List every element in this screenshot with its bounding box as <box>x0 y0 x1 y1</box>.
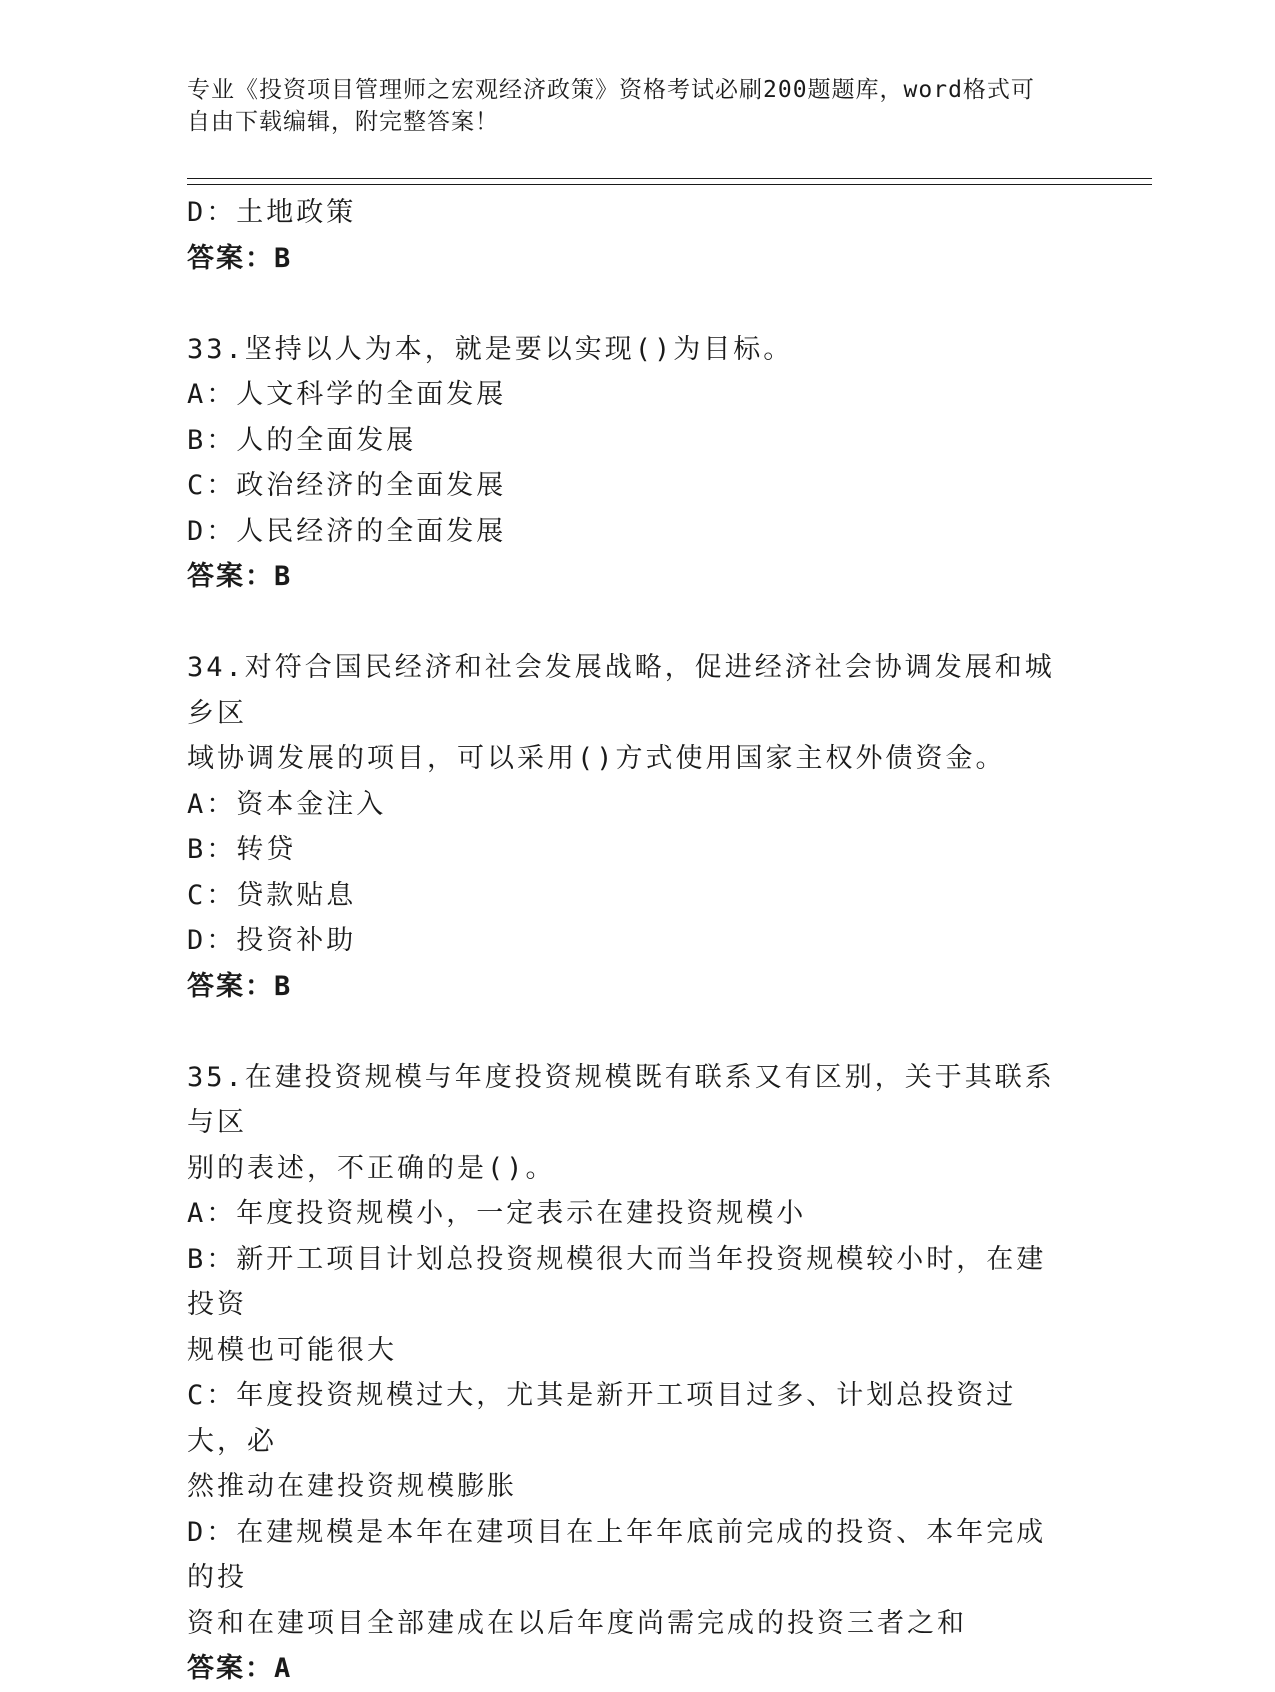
option-d: D：人民经济的全面发展 <box>187 515 507 547</box>
answer-label: 答案：B <box>187 242 293 274</box>
spacer <box>187 281 1067 327</box>
option-d-continued: 资和在建项目全部建成在以后年度尚需完成的投资三者之和 <box>187 1607 967 1639</box>
header-line-1: 专业《投资项目管理师之宏观经济政策》资格考试必刷200题题库，word格式可 <box>187 77 1035 103</box>
answer-label: 答案：B <box>187 970 293 1002</box>
question-stem: 33.坚持以人为本，就是要以实现()为目标。 <box>187 333 794 365</box>
question-stem-continued: 域协调发展的项目，可以采用()方式使用国家主权外债资金。 <box>187 743 1006 774</box>
header-divider-bottom <box>187 184 1152 185</box>
option-a: A：年度投资规模小，一定表示在建投资规模小 <box>187 1198 807 1229</box>
option-b-continued: 规模也可能很大 <box>187 1334 397 1366</box>
question-stem: 35.在建投资规模与年度投资规模既有联系又有区别，关于其联系与区 <box>187 1061 1055 1138</box>
spacer <box>187 600 1067 646</box>
spacer <box>187 1009 1067 1055</box>
option-d: D：在建规模是本年在建项目在上年年底前完成的投资、本年完成的投 <box>187 1516 1047 1593</box>
question-list <box>187 190 1067 1692</box>
document-header <box>187 74 1067 138</box>
question-stem: 34.对符合国民经济和社会发展战略，促进经济社会协调发展和城乡区 <box>187 652 1055 729</box>
answer-label: 答案：A <box>187 1653 293 1684</box>
question-stem-continued: 别的表述，不正确的是()。 <box>187 1152 556 1184</box>
option-c: C：贷款贴息 <box>187 879 357 911</box>
header-line-2: 自由下载编辑，附完整答案！ <box>187 109 499 135</box>
option-a: A：资本金注入 <box>187 788 387 820</box>
option-d: D：投资补助 <box>187 925 357 956</box>
option-a: A：人文科学的全面发展 <box>187 379 507 410</box>
option-b: B：转贷 <box>187 834 297 865</box>
option-b: B：人的全面发展 <box>187 424 417 456</box>
option-c: C：年度投资规模过大，尤其是新开工项目过多、计划总投资过大，必 <box>187 1380 1017 1457</box>
answer-label: 答案：B <box>187 561 293 592</box>
option-b: B：新开工项目计划总投资规模很大而当年投资规模较小时，在建投资 <box>187 1243 1047 1320</box>
option-d: D：土地政策 <box>187 197 357 228</box>
header-divider-top <box>187 178 1152 179</box>
option-c-continued: 然推动在建投资规模膨胀 <box>187 1471 517 1502</box>
option-c: C：政治经济的全面发展 <box>187 470 507 501</box>
